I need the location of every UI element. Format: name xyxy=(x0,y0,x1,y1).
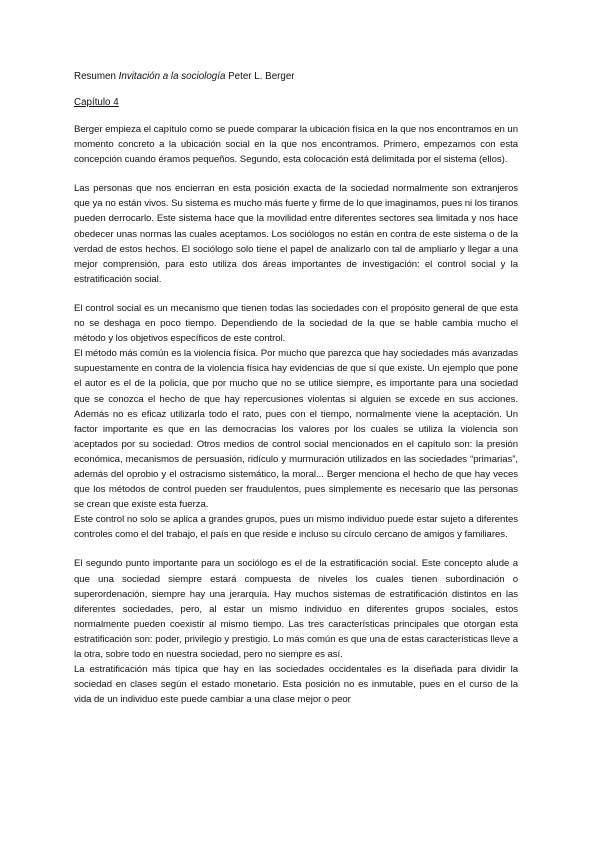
paragraph-4: El método más común es la violencia física. Por mucho que parezca que hay sociedades más avanzadas supuestamente en contra de la violencia física hay evidencias de que sí que existe. Un ejemplo que pone el autor es el de la policía, que por mucho que no se utilice siempre, es importante para una sociedad que se conozca el hecho de que hay repercusiones violentas si alguien se excede en sus acciones. Además no es eficaz utilizarla todo el rato, pues con el tiempo, normalmente viene la aceptación. Un factor importante es que en las democracias los valores por los cuales se utiliza la violencia son aceptados por su sociedad. Otros medios de control social mencionados en el capítulo son: la presión económica, mecanismos de persuasión, ridículo y murmuración utilizados en las sociedades “primarias”, además del oprobio y el ostracismo sistemático, la moral... Berger menciona el hecho de que hay veces que los métodos de control pueden ser fraudulentos, pues simplemente es necesario que las personas se crean que existe esta fuerza. xyxy=(74,348,518,511)
document-title xyxy=(74,70,518,84)
paragraph-3: El control social es un mecanismo que tienen todas las sociedades con el propósito general de que esta no se deshaga en poco tiempo. Dependiendo de la sociedad de la que se hable cambia mucho el método y los objetivos específicos de este control. xyxy=(74,302,518,345)
chapter-heading: Capítulo 4 xyxy=(74,97,119,108)
paragraph-7: La estratificación más típica que hay en las sociedades occidentales es la diseñada para dividir la sociedad en clases según el estado monetario. Esta posición no es inmutable, pues en el curso de la vida de un individuo este puede cambiar a una clase mejor o peor xyxy=(74,664,518,706)
paragraph-5: Este control no solo se aplica a grandes grupos, pues un mismo individuo puede estar sujeto a diferentes controles como el del trabajo, el país en que reside e incluso su círculo cercano de amigos y familiares. xyxy=(74,514,518,541)
paragraph-1: Berger empieza el capítulo como se puede comparar la ubicación física en la que nos encontramos en un momento concreto a la ubicación social en la que nos encontramos. Primero, empezamos con esta concepción cuando éramos pequeños. Segundo, esta colocación está delimitada por el sistema (ellos). xyxy=(74,124,518,166)
document-page xyxy=(74,70,518,707)
title-prefix: Resumen xyxy=(74,71,119,82)
title-book: Invitación a la sociología xyxy=(118,71,226,82)
title-author: Peter L. Berger xyxy=(225,71,295,82)
paragraph-6: El segundo punto importante para un sociólogo es el de la estratificación social. Este concepto alude a que una sociedad siempre estará compuesta de niveles los cuales tienen subordinación o superordenación, siempre hay una jerarquía. Hay muchos sistemas de estratificación distintos en las diferentes sociedades, pero, al estar un mismo individuo en diferentes grupos sociales, estos normalmente pueden coexistir al mismo tiempo. Las tres características principales que otorgan esta estratificación son: poder, privilegio y prestigio. Lo más común es que una de estas características lleve a la otra, sobre todo en nuestra sociedad, pero no siempre es así. xyxy=(74,558,518,660)
paragraph-2: Las personas que nos encierran en esta posición exacta de la sociedad normalmente son extranjeros que ya no están vivos. Su sistema es mucho más fuerte y firme de lo que imaginamos, pues ni los tiranos pueden derrocarlo. Este sistema hace que la movilidad entre diferentes sectores sea limitada y nos hace obedecer unas normas las cuales aceptamos. Los sociólogos no están en contra de este sistema o de la verdad de estos hechos. El sociólogo solo tiene el papel de analizarlo con tal de ampliarlo y llegar a una mejor comprensión, para esto utiliza dos áreas importantes de investigación: el control social y la estratificación social. xyxy=(74,183,518,285)
